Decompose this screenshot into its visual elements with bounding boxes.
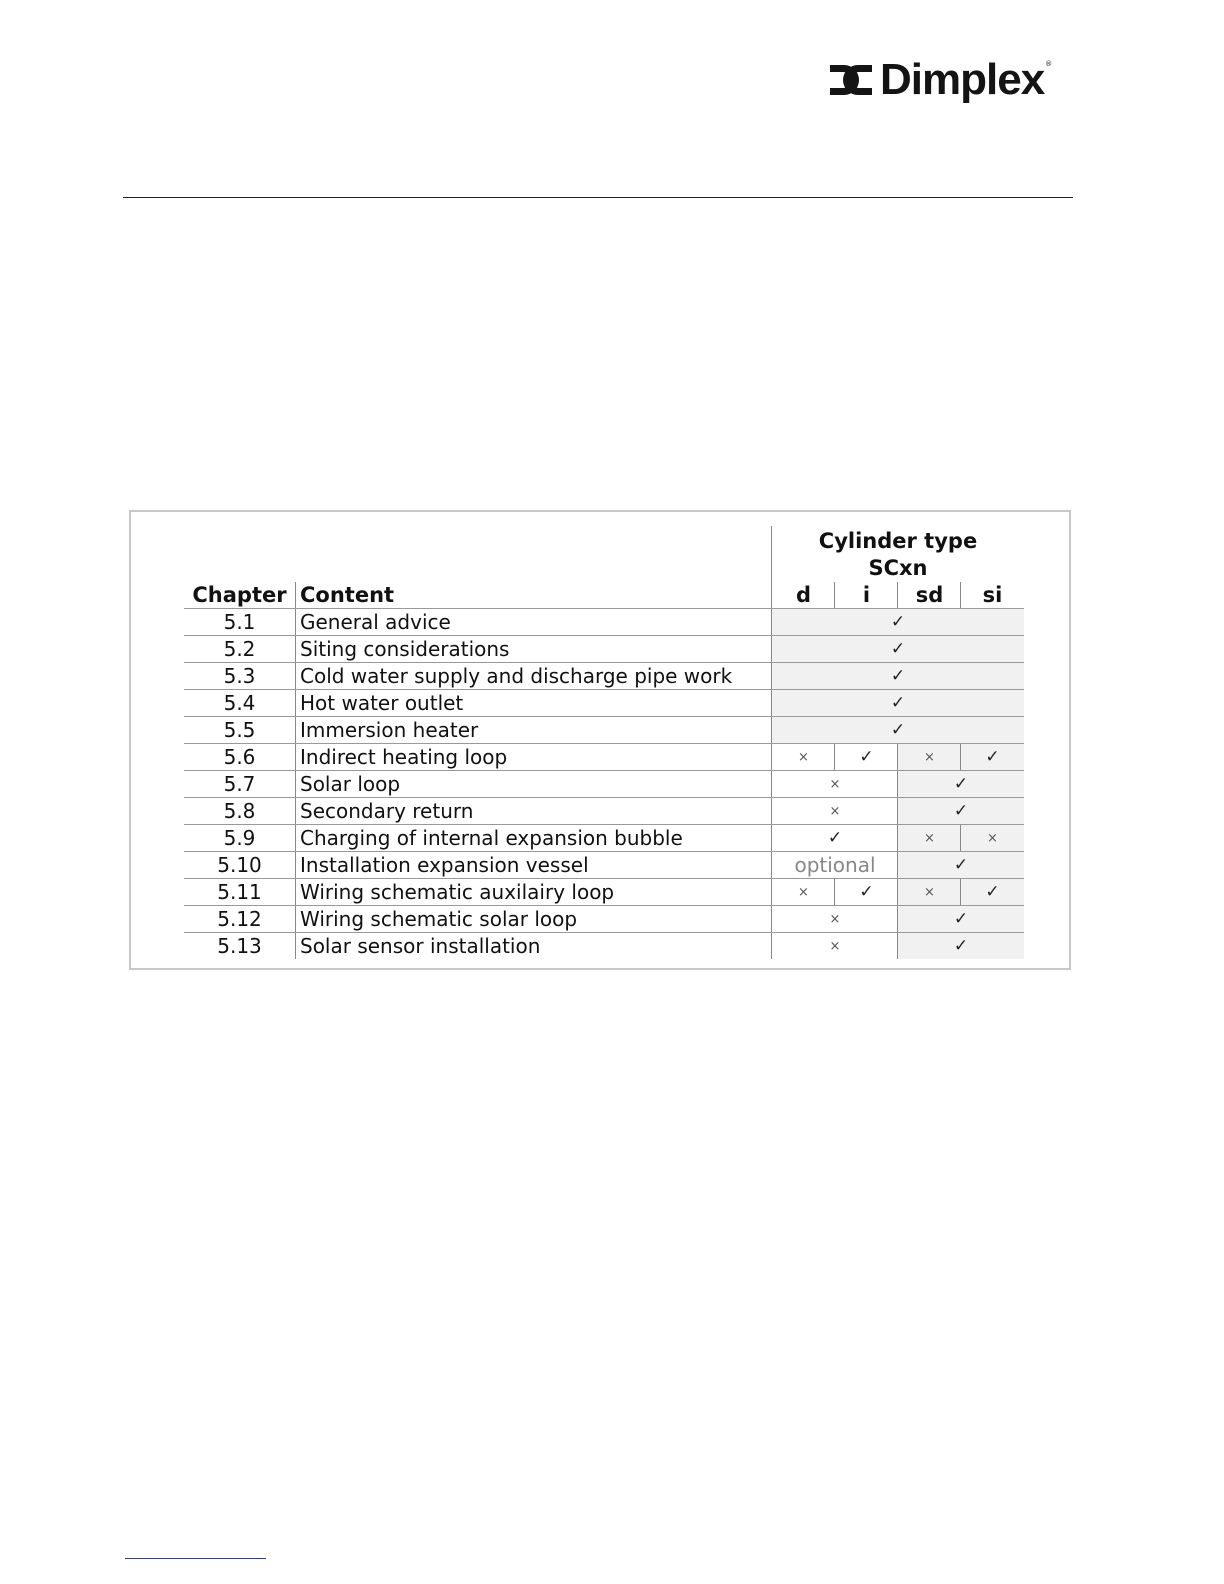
row-chapter: 5.1	[223, 610, 256, 634]
check-icon: ✓	[890, 612, 906, 632]
cylinder-type-code: SCxn	[868, 556, 928, 580]
divider-sd-si-header	[960, 582, 961, 609]
cross-icon: ×	[987, 831, 998, 846]
row-content: Solar sensor installation	[300, 934, 541, 958]
header-rule	[123, 197, 1073, 198]
check-icon: ✓	[985, 747, 1000, 767]
check-icon: ✓	[953, 936, 969, 956]
row-chapter: 5.5	[223, 718, 256, 742]
check-icon: ✓	[859, 747, 874, 767]
row-content: Installation expansion vessel	[300, 853, 589, 877]
type-header-si: si	[982, 583, 1003, 607]
check-icon: ✓	[890, 720, 906, 740]
check-icon: ✓	[953, 801, 969, 821]
cross-icon: ×	[924, 831, 935, 846]
row-chapter: 5.10	[217, 853, 262, 877]
check-icon: ✓	[890, 666, 906, 686]
chapter-header: Chapter	[192, 583, 287, 607]
check-icon: ✓	[827, 828, 843, 848]
row-content: Solar loop	[300, 772, 401, 796]
row-content: Charging of internal expansion bubble	[300, 826, 683, 850]
row-content: Immersion heater	[300, 718, 479, 742]
row-content: Cold water supply and discharge pipe work	[300, 664, 733, 688]
check-icon: ✓	[985, 882, 1000, 902]
cylinder-type-title: Cylinder type	[818, 529, 978, 553]
optional-label: optional	[794, 853, 876, 877]
type-header-i: i	[862, 583, 871, 607]
check-icon: ✓	[890, 639, 906, 659]
row-chapter: 5.11	[217, 880, 262, 904]
row-chapter: 5.7	[223, 772, 256, 796]
row-content: Hot water outlet	[300, 691, 464, 715]
logo-trademark: ®	[1045, 60, 1053, 68]
type-header-sd: sd	[915, 583, 944, 607]
row-chapter: 5.12	[217, 907, 262, 931]
divider-d-i-header	[834, 582, 835, 609]
cross-icon: ×	[829, 912, 841, 927]
check-icon: ✓	[953, 774, 969, 794]
cross-icon: ×	[924, 885, 935, 900]
cross-icon: ×	[798, 750, 809, 765]
row-chapter: 5.8	[223, 799, 256, 823]
dimplex-logo-icon	[828, 61, 874, 99]
row-content: Siting considerations	[300, 637, 510, 661]
logo-wordmark: Dimplex	[880, 55, 1045, 104]
check-icon: ✓	[890, 693, 906, 713]
row-content: Indirect heating loop	[300, 745, 508, 769]
row-content: General advice	[300, 610, 451, 634]
row-chapter: 5.2	[223, 637, 256, 661]
dimplex-logo	[828, 56, 1052, 104]
cross-icon: ×	[798, 885, 809, 900]
row-chapter: 5.9	[223, 826, 256, 850]
content-header: Content	[300, 583, 395, 607]
check-icon: ✓	[953, 909, 969, 929]
row-content: Wiring schematic solar loop	[300, 907, 578, 931]
divider-i-sd-header	[897, 582, 898, 609]
footer-link-underline[interactable]	[125, 1558, 266, 1559]
cross-icon: ×	[829, 939, 841, 954]
check-icon: ✓	[953, 855, 969, 875]
type-header-d: d	[795, 583, 812, 607]
row-chapter: 5.4	[223, 691, 256, 715]
cross-icon: ×	[829, 804, 841, 819]
row-content: Secondary return	[300, 799, 474, 823]
cross-icon: ×	[829, 777, 841, 792]
row-content: Wiring schematic auxilairy loop	[300, 880, 615, 904]
row-chapter: 5.3	[223, 664, 256, 688]
cross-icon: ×	[924, 750, 935, 765]
row-chapter: 5.6	[223, 745, 256, 769]
check-icon: ✓	[859, 882, 874, 902]
row-chapter: 5.13	[217, 934, 262, 958]
